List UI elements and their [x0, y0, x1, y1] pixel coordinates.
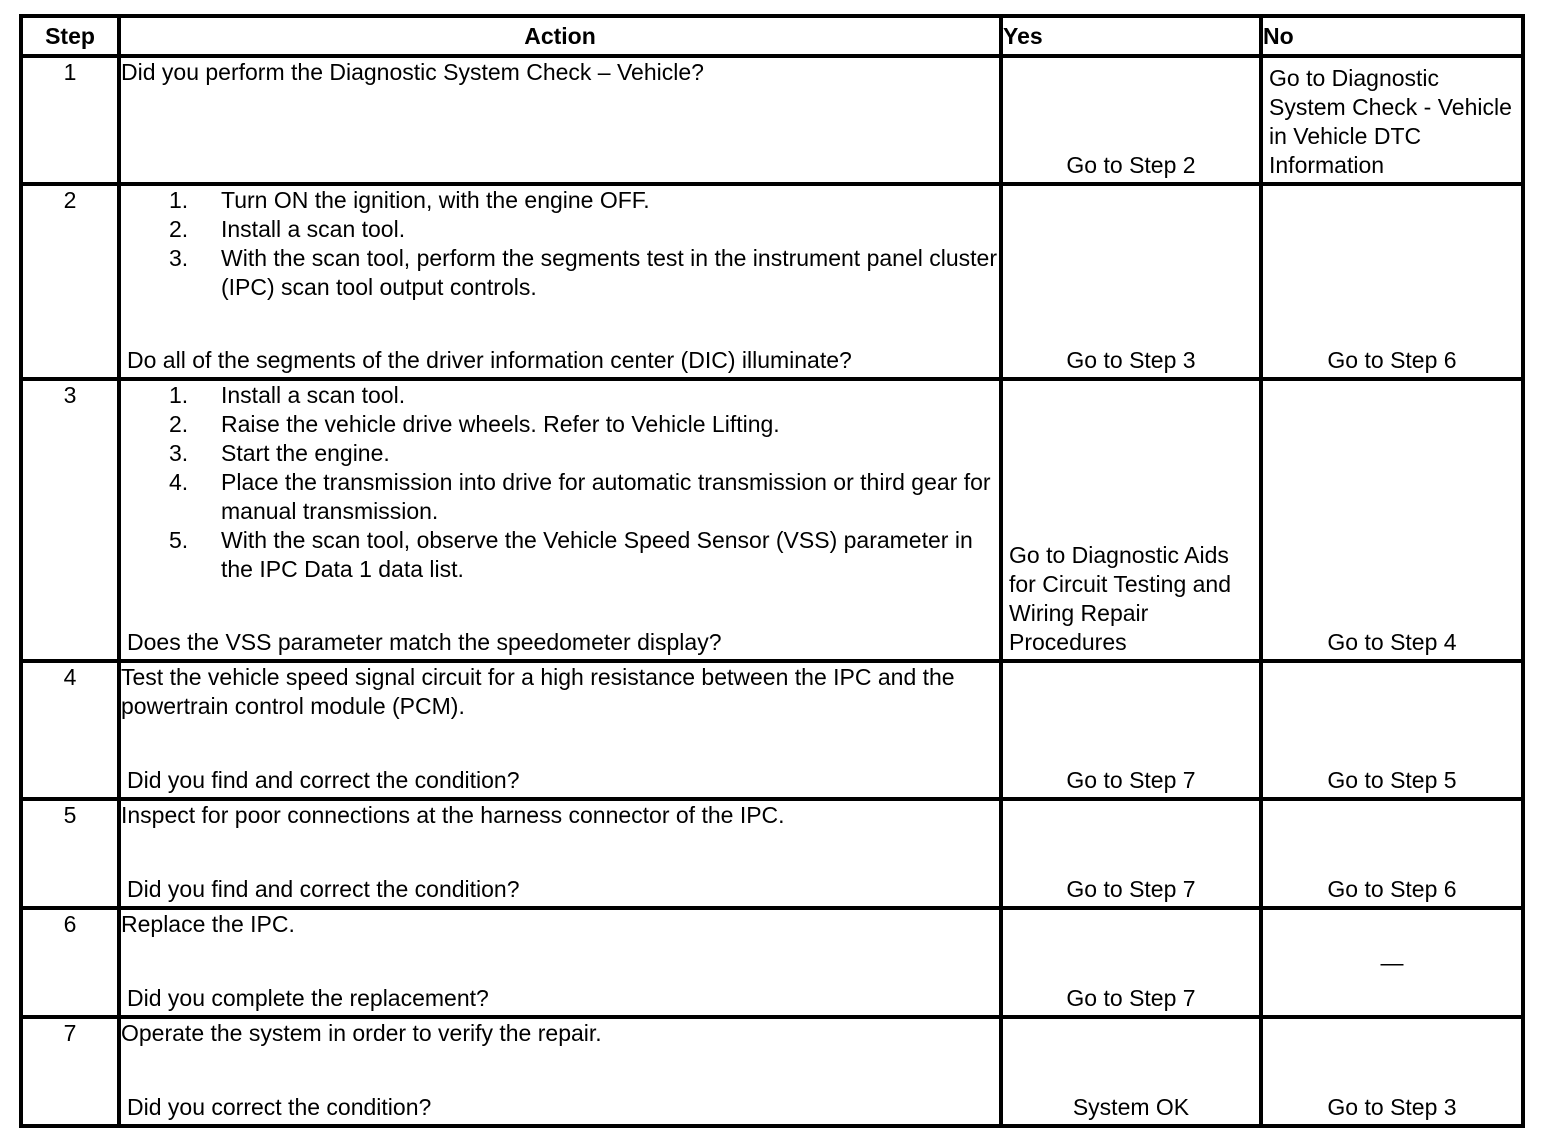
- step-number: 2: [21, 184, 119, 379]
- diagnostic-table: [19, 14, 1525, 1128]
- procedure-item-number: 1.: [169, 187, 189, 213]
- action-cell: [119, 184, 1001, 379]
- no-result: Go to Step 4: [1327, 629, 1457, 655]
- procedure-item: [169, 439, 999, 468]
- yes-cell: [1001, 379, 1261, 661]
- yes-result: System OK: [1072, 1094, 1190, 1120]
- action-instruction: Inspect for poor connections at the harness connector of the IPC.: [121, 802, 785, 828]
- yes-cell: [1001, 799, 1261, 908]
- yes-result: Go to Step 7: [1066, 985, 1196, 1011]
- no-result: —: [1380, 949, 1404, 975]
- action-instruction: Replace the IPC.: [121, 911, 295, 937]
- step-number: 4: [21, 661, 119, 799]
- procedure-list: [121, 381, 999, 584]
- no-cell: [1261, 661, 1523, 799]
- header-action: Action: [119, 16, 1001, 56]
- yes-cell: [1001, 56, 1261, 184]
- step-number: 7: [21, 1017, 119, 1126]
- procedure-item: [169, 526, 999, 584]
- procedure-item: [169, 410, 999, 439]
- action-question: Did you complete the replacement?: [127, 985, 489, 1011]
- action-cell: [119, 799, 1001, 908]
- procedure-item-text: With the scan tool, observe the Vehicle Speed Sensor (VSS) parameter in the IPC Data 1 data list.: [221, 527, 973, 582]
- procedure-item: [169, 186, 999, 215]
- procedure-item-text: Turn ON the ignition, with the engine OFF.: [221, 187, 650, 213]
- yes-cell: [1001, 908, 1261, 1017]
- action-cell: [119, 661, 1001, 799]
- step-number: 3: [21, 379, 119, 661]
- step-number: 6: [21, 908, 119, 1017]
- no-cell: [1261, 56, 1523, 184]
- procedure-item-text: Install a scan tool.: [221, 216, 406, 242]
- yes-result: Go to Step 2: [1066, 152, 1196, 178]
- action-question: Did you perform the Diagnostic System Check – Vehicle?: [121, 59, 704, 85]
- yes-cell: [1001, 1017, 1261, 1126]
- procedure-item: [169, 468, 999, 526]
- table-row: [21, 908, 1523, 1017]
- yes-result: Go to Diagnostic Aids for Circuit Testing and Wiring Repair Procedures: [1009, 542, 1232, 655]
- action-instruction: Test the vehicle speed signal circuit for a high resistance between the IPC and the powertrain control module (PCM).: [121, 664, 955, 719]
- action-question: Did you find and correct the condition?: [127, 876, 520, 902]
- action-cell: [119, 1017, 1001, 1126]
- table-header-row: [21, 16, 1523, 56]
- no-result: Go to Step 6: [1327, 347, 1457, 373]
- procedure-item: [169, 215, 999, 244]
- action-instruction: Operate the system in order to verify the repair.: [121, 1020, 602, 1046]
- procedure-item-number: 1.: [169, 382, 189, 408]
- action-cell: [119, 56, 1001, 184]
- procedure-list: [121, 186, 999, 302]
- procedure-item-number: 4.: [169, 469, 189, 495]
- table-row: [21, 56, 1523, 184]
- no-cell: [1261, 799, 1523, 908]
- action-question: Do all of the segments of the driver information center (DIC) illuminate?: [127, 347, 852, 373]
- header-no: No: [1261, 16, 1523, 56]
- table-row: [21, 379, 1523, 661]
- procedure-item-text: With the scan tool, perform the segments test in the instrument panel cluster (IPC) scan tool output controls.: [221, 245, 997, 300]
- procedure-item-number: 3.: [169, 245, 189, 271]
- no-cell: [1261, 1017, 1523, 1126]
- table-row: [21, 661, 1523, 799]
- table-row: [21, 799, 1523, 908]
- procedure-item-text: Raise the vehicle drive wheels. Refer to Vehicle Lifting.: [221, 411, 780, 437]
- action-cell: [119, 379, 1001, 661]
- procedure-item-number: 5.: [169, 527, 189, 553]
- table-row: [21, 184, 1523, 379]
- yes-result: Go to Step 7: [1066, 876, 1196, 902]
- action-question: Does the VSS parameter match the speedometer display?: [127, 629, 722, 655]
- no-cell: [1261, 184, 1523, 379]
- procedure-item-text: Place the transmission into drive for automatic transmission or third gear for manual transmission.: [221, 469, 991, 524]
- no-cell: [1261, 908, 1523, 1017]
- no-cell: [1261, 379, 1523, 661]
- action-question: Did you find and correct the condition?: [127, 767, 520, 793]
- procedure-item: [169, 244, 999, 302]
- no-result: Go to Diagnostic System Check - Vehicle in Vehicle DTC Information: [1269, 65, 1512, 178]
- yes-cell: [1001, 661, 1261, 799]
- yes-result: Go to Step 7: [1066, 767, 1196, 793]
- no-result: Go to Step 3: [1327, 1094, 1457, 1120]
- action-cell: [119, 908, 1001, 1017]
- step-number: 1: [21, 56, 119, 184]
- procedure-item-text: Start the engine.: [221, 440, 390, 466]
- step-number: 5: [21, 799, 119, 908]
- yes-result: Go to Step 3: [1066, 347, 1196, 373]
- header-step: Step: [21, 16, 119, 56]
- procedure-item-number: 2.: [169, 216, 189, 242]
- no-result: Go to Step 6: [1327, 876, 1457, 902]
- procedure-item-number: 2.: [169, 411, 189, 437]
- header-yes: Yes: [1001, 16, 1261, 56]
- procedure-item-text: Install a scan tool.: [221, 382, 406, 408]
- procedure-item-number: 3.: [169, 440, 189, 466]
- table-row: [21, 1017, 1523, 1126]
- yes-cell: [1001, 184, 1261, 379]
- action-question: Did you correct the condition?: [127, 1094, 432, 1120]
- procedure-item: [169, 381, 999, 410]
- no-result: Go to Step 5: [1327, 767, 1457, 793]
